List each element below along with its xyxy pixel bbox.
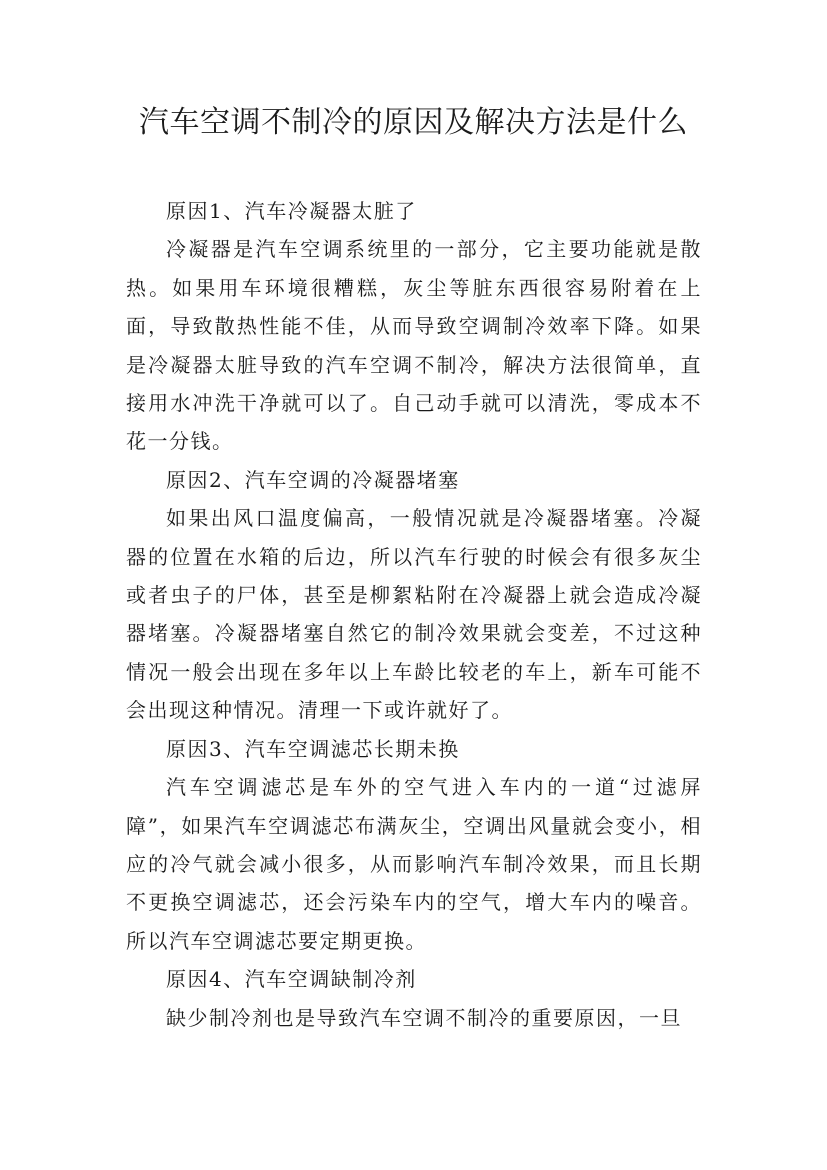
section-heading-2: 原因2、汽车空调的冷凝器堵塞 (166, 467, 460, 492)
section-paragraph-4: 缺少制冷剂也是导致汽车空调不制冷的重要原因，一旦 (166, 1005, 682, 1030)
section-heading-4: 原因4、汽车空调缺制冷剂 (166, 967, 417, 992)
document-body (126, 192, 702, 1037)
section-paragraph-3: 汽车空调滤芯是车外的空气进入车内的一道“过滤屏障”，如果汽车空调滤芯布满灰尘，空调出风量就会变小，相应的冷气就会减小很多，从而影响汽车制冷效果，而且长期不更换空调滤芯，还会污染车内的空气，增大车内的噪音。所以汽车空调滤芯要定期更换。 (126, 775, 702, 953)
section-paragraph-2: 如果出风口温度偏高，一般情况就是冷凝器堵塞。冷凝器的位置在水箱的后边，所以汽车行驶的时候会有很多灰尘或者虫子的尸体，甚至是柳絮粘附在冷凝器上就会造成冷凝器堵塞。冷凝器堵塞自然它的制冷效果就会变差，不过这种情况一般会出现在多年以上车龄比较老的车上，新车可能不会出现这种情况。清理一下或许就好了。 (126, 506, 702, 723)
section-heading-3: 原因3、汽车空调滤芯长期未换 (166, 736, 460, 761)
document-title: 汽车空调不制冷的原因及解决方法是什么 (139, 105, 688, 140)
section-paragraph-1: 冷凝器是汽车空调系统里的一部分，它主要功能就是散热。如果用车环境很糟糕，灰尘等脏东西很容易附着在上面，导致散热性能不佳，从而导致空调制冷效率下降。如果是冷凝器太脏导致的汽车空调不制冷，解决方法很简单，直接用水冲洗干净就可以了。自己动手就可以清洗，零成本不花一分钱。 (126, 237, 702, 454)
section-heading-1: 原因1、汽车冷凝器太脏了 (166, 199, 417, 223)
